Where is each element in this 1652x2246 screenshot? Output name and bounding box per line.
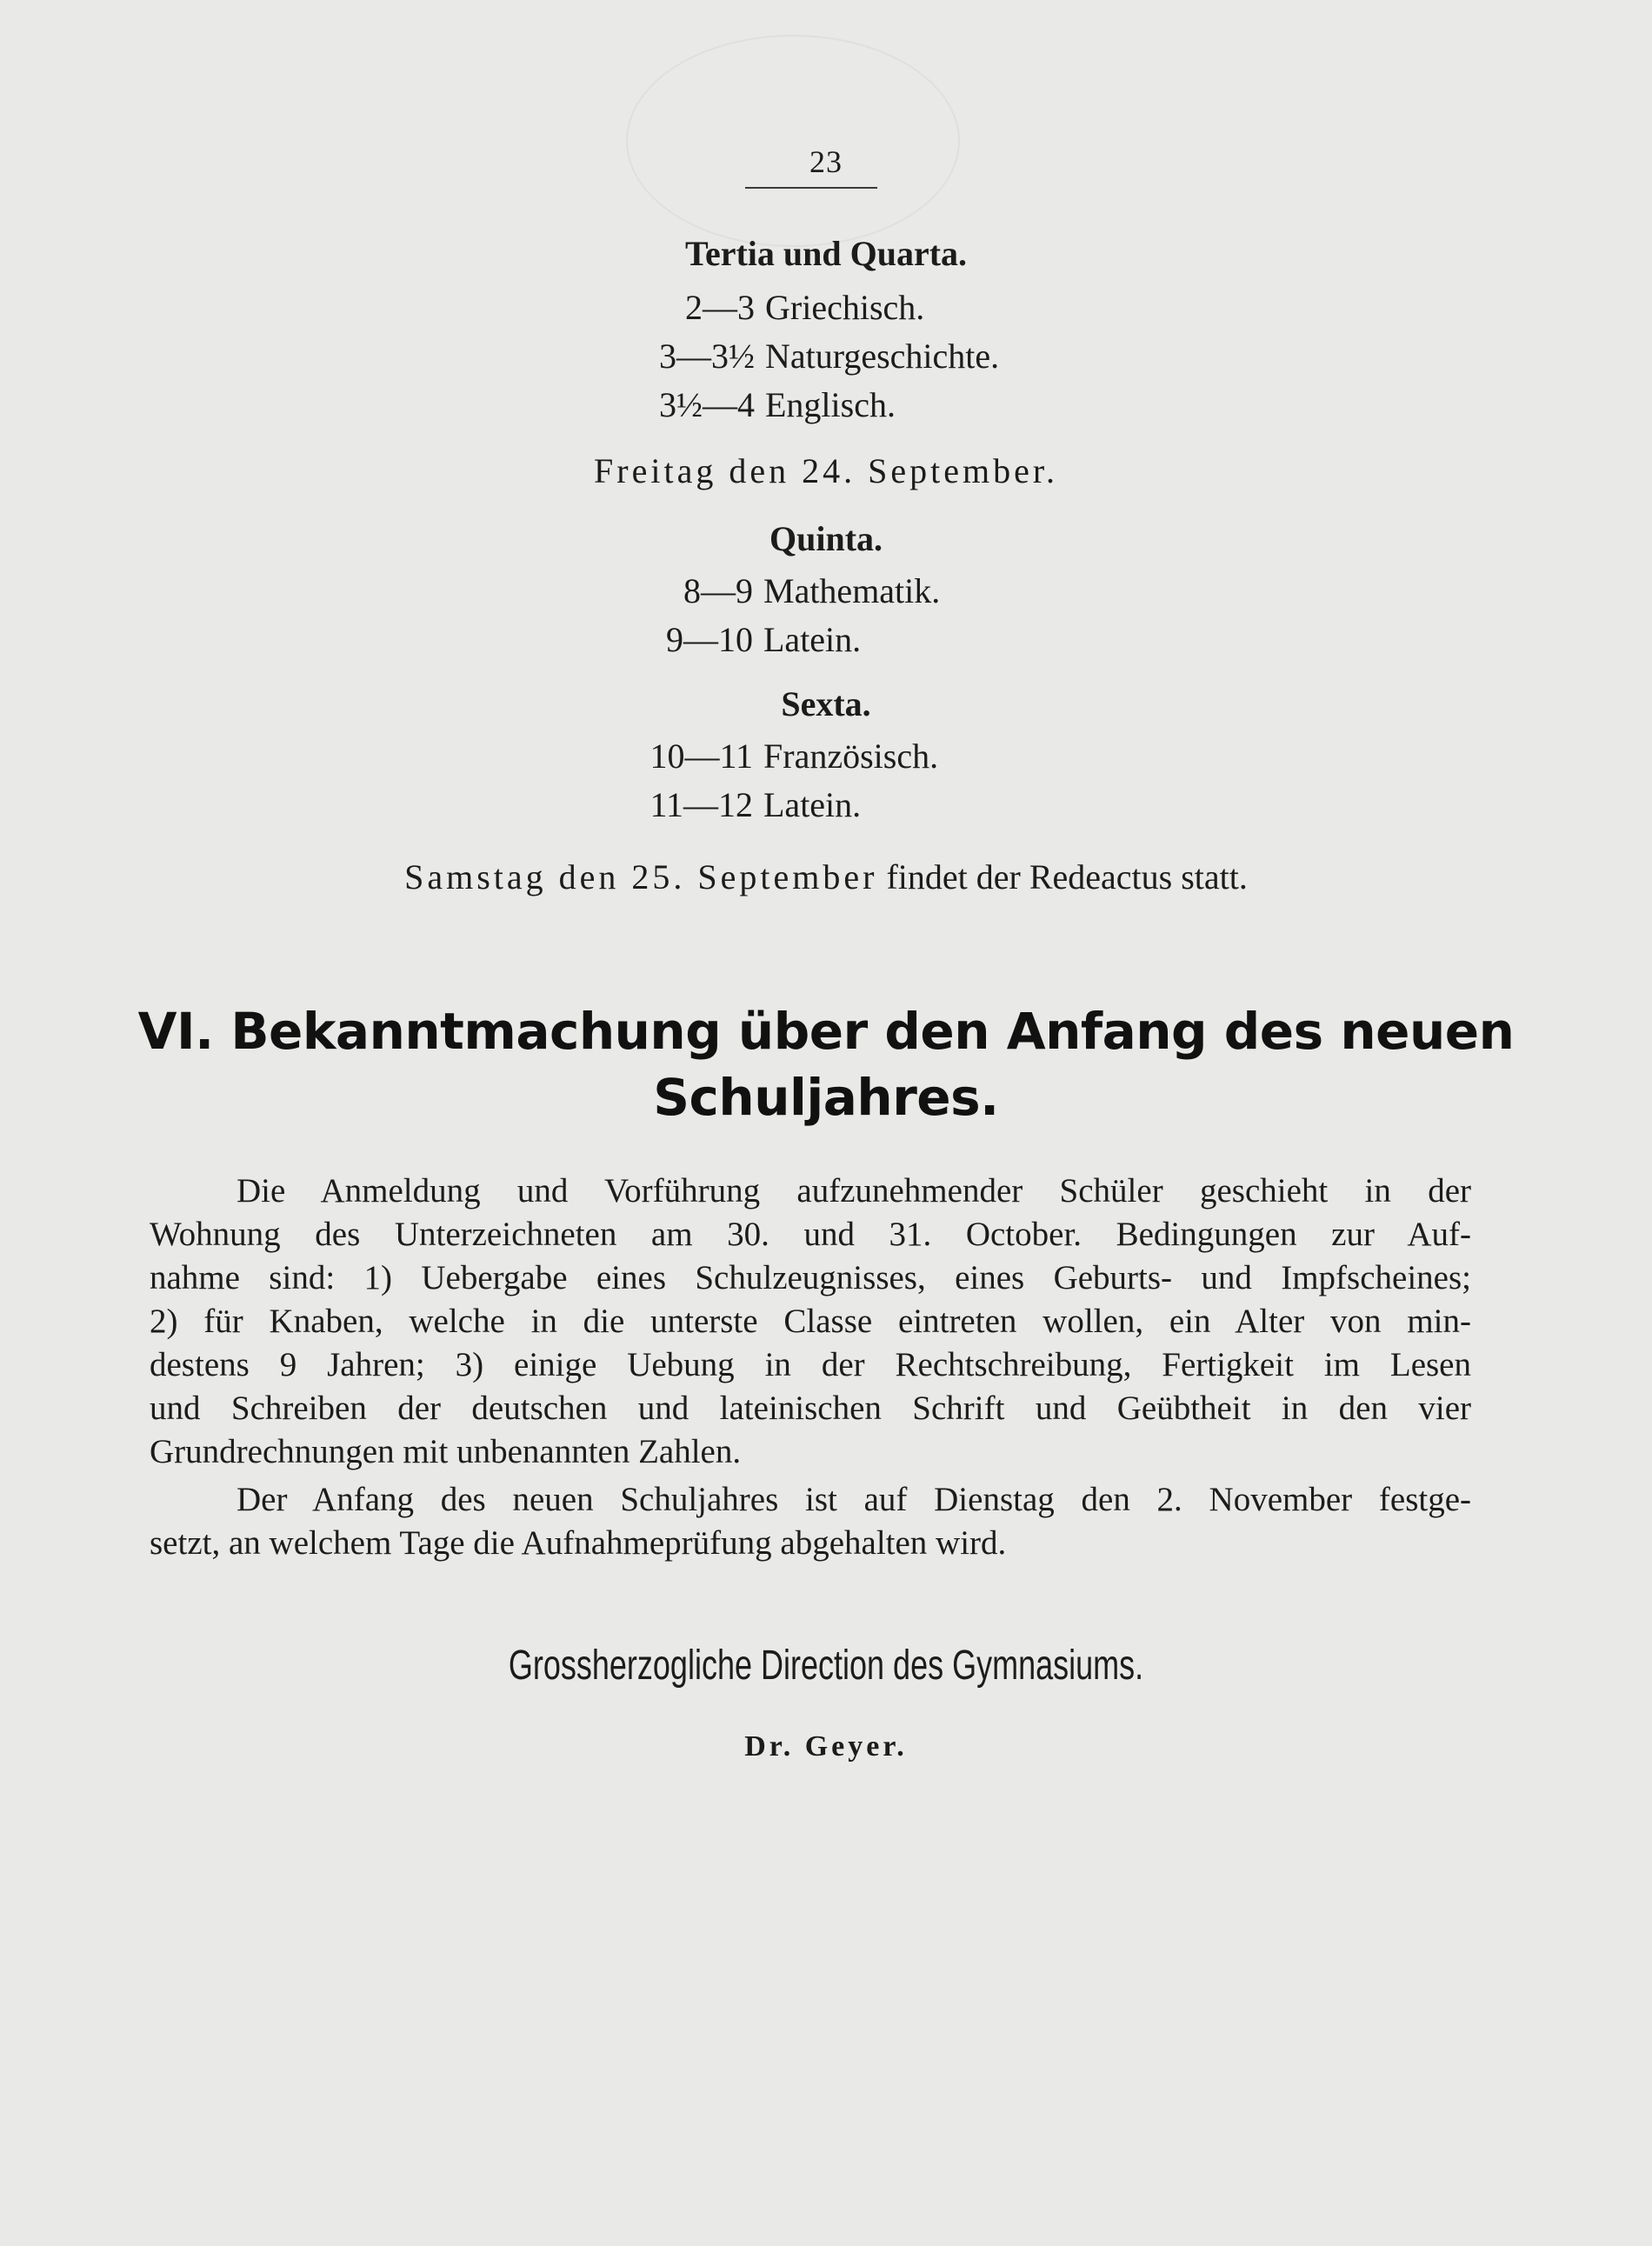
schedule-time: 9—10 xyxy=(666,620,753,659)
page-number-rule xyxy=(745,187,877,189)
schedule-time: 10—11 xyxy=(649,736,753,776)
paragraph-line: Wohnung des Unterzeichneten am 30. und 31. October. Bedingungen zur Auf- xyxy=(150,1216,1471,1253)
paragraph-line: Der Anfang des neuen Schuljahres ist auf Dienstag den 2. November festge- xyxy=(236,1481,1471,1518)
schedule-time: 8—9 xyxy=(683,571,753,610)
schedule-subject: Mathematik. xyxy=(763,571,941,610)
schedule-subject: Latein. xyxy=(763,785,862,824)
tertia-quarta-heading: Tertia und Quarta. xyxy=(684,234,968,273)
schedule-subject: Naturgeschichte. xyxy=(765,337,1000,376)
schedule-time: 3—3½ xyxy=(659,337,755,376)
paragraph-line: und Schreiben der deutschen und lateinischen Schrift und Geübtheit in den vier xyxy=(150,1390,1471,1427)
signature-organization: Grossherzogliche Direction des Gymnasiums. xyxy=(508,1643,1144,1689)
paragraph-line: setzt, an welchem Tage die Aufnahmeprüfung abgehalten wird. xyxy=(150,1524,1007,1562)
paragraph-line: Die Anmeldung und Vorführung aufzunehmender Schüler geschieht in der xyxy=(236,1172,1471,1210)
schedule-time: 11—12 xyxy=(649,785,753,824)
quinta-heading: Quinta. xyxy=(769,519,883,558)
sexta-heading: Sexta. xyxy=(781,684,871,723)
section-title-line1: VI. Bekanntmachung über den Anfang des neuen xyxy=(137,1002,1515,1061)
faint-stamp-mark xyxy=(626,35,960,247)
page-number: 23 xyxy=(809,144,843,179)
paragraph-line: 2) für Knaben, welche in die unterste Classe eintreten wollen, ein Alter von min- xyxy=(150,1303,1471,1340)
section-title-line2: Schuljahres. xyxy=(653,1068,999,1127)
saturday-line xyxy=(0,856,1652,897)
schedule-subject: Latein. xyxy=(763,620,862,659)
paragraph-line: Grundrechnungen mit unbenannten Zahlen. xyxy=(150,1433,742,1470)
schedule-subject: Griechisch. xyxy=(765,288,925,327)
schedule-subject: Englisch. xyxy=(765,385,896,424)
signature-name: Dr. Geyer. xyxy=(744,1730,908,1763)
saturday-rest: findet der Redeactus statt. xyxy=(886,857,1248,896)
schedule-time: 3½—4 xyxy=(659,385,755,424)
schedule-subject: Französisch. xyxy=(763,736,939,776)
saturday-day: Samstag den 25. September xyxy=(404,857,878,896)
paragraph-line: nahme sind: 1) Uebergabe eines Schulzeugnisses, eines Geburts- und Impfscheines; xyxy=(150,1259,1471,1296)
friday-heading: Freitag den 24. September. xyxy=(594,451,1058,490)
paragraph-line: destens 9 Jahren; 3) einige Uebung in der Rechtschreibung, Fertigkeit im Lesen xyxy=(150,1346,1471,1383)
paragraph-school-start xyxy=(150,1478,1471,1565)
paragraph-registration xyxy=(150,1170,1471,1474)
schedule-time: 2—3 xyxy=(685,288,755,327)
